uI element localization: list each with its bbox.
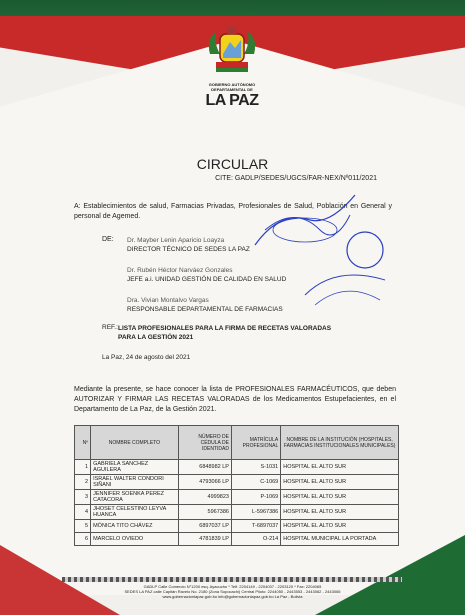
cell-ci: 4793066 LP (178, 475, 231, 490)
cell-nro: 1 (75, 460, 91, 475)
cell-nro: 6 (75, 533, 91, 546)
col-header-nro: Nº (75, 426, 91, 460)
cell-nro: 3 (75, 490, 91, 505)
sender-name: Dr. Rubén Héctor Narváez Gonzales (127, 267, 233, 274)
cell-institution: HOSPITAL EL ALTO SUR (281, 475, 399, 490)
professionals-table (74, 425, 399, 546)
cell-ci: 4999823 (178, 490, 231, 505)
coat-of-arms-icon (202, 24, 262, 76)
sender-1 (127, 236, 250, 254)
cell-ci: 4781839 LP (178, 533, 231, 546)
col-header-matricula: MATRÍCULA PROFESIONAL (231, 426, 280, 460)
cell-matricula: P-1069 (231, 490, 280, 505)
sender-role: DIRECTOR TÉCNICO DE SEDES LA PAZ (127, 246, 250, 253)
from-label: DE: (102, 236, 114, 243)
cell-name: MARCELO OVIEDO (91, 533, 179, 546)
ref-label: REF.: (102, 324, 118, 331)
cell-institution: HOSPITAL EL ALTO SUR (281, 505, 399, 520)
cell-name: JENNIFER SOENKA PEREZ CATACORA (91, 490, 179, 505)
cell-ci: 5967386 (178, 505, 231, 520)
cell-institution: HOSPITAL EL ALTO SUR (281, 460, 399, 475)
table-row (75, 475, 399, 490)
table-header-row (75, 426, 399, 460)
cell-ci: 6848982 LP (178, 460, 231, 475)
sender-name: Dra. Vivian Montalvo Vargas (127, 297, 209, 304)
body-paragraph: Mediante la presente, se hace conocer la lista de PROFESIONALES FARMACÉUTICOS, que deben AUTORIZAR Y FIRMAR LAS RECETAS VALORADAS de los Medicamentos Estupefacientes, en el Departamento de La Paz, de la Gestión 2021. (74, 386, 396, 413)
cell-matricula: S-1031 (231, 460, 280, 475)
cell-institution: HOSPITAL MUNICIPAL LA PORTADA (281, 533, 399, 546)
col-header-ci: NÚMERO DE CÉDULA DE IDENTIDAD (178, 426, 231, 460)
cell-nro: 2 (75, 475, 91, 490)
document-date: La Paz, 24 de agosto del 2021 (102, 354, 191, 361)
table-row (75, 490, 399, 505)
sender-2 (127, 266, 286, 284)
footer-line: GADLP Calle Comercio N°1200 esq. Ayacucho * Telf. 2204149 - 2204037 - 2203120 * Fax: 2204065 (143, 584, 322, 589)
ref-text: LISTA PROFESIONALES PARA LA FIRMA DE RECETAS VALORADAS PARA LA GESTIÓN 2021 (118, 325, 332, 341)
cell-matricula: L-5967386 (231, 505, 280, 520)
table-row (75, 520, 399, 533)
cell-nro: 5 (75, 520, 91, 533)
recipients: A: Establecimientos de salud, Farmacias Privadas, Profesionales de Salud, Población en General y personal de Agemed. (74, 203, 392, 220)
cell-name: ISRAEL WALTER CONDORI SIÑANI (91, 475, 179, 490)
cell-matricula: T-6897037 (231, 520, 280, 533)
cell-name: JHOSET CELESTINO LEYVA HUANCA (91, 505, 179, 520)
cell-institution: HOSPITAL EL ALTO SUR (281, 490, 399, 505)
footer-line: SEDES LA PAZ calle Capitán Ravelo No. 2180 (Zona Sopocachi) Central Piloto: 2244050 - 2443553 - 2443062 - 2443065 (124, 589, 341, 594)
col-header-name: NOMBRE COMPLETO (91, 426, 179, 460)
cell-ci: 6897037 LP (178, 520, 231, 533)
footer-line: www.gobernacionlapaz.gob.bo info@gobernacionlapaz.gob.bo La Paz - Bolivia (162, 594, 303, 599)
sender-role: JEFE a.i. UNIDAD GESTIÓN DE CALIDAD EN SALUD (127, 276, 287, 283)
table-row (75, 460, 399, 475)
col-header-institution: NOMBRE DE LA INSTITUCIÓN (HOSPITALES, FARMACIAS INSTITUCIONALES MUNICIPALES) (281, 426, 399, 460)
table-row (75, 505, 399, 520)
footer-address (110, 584, 355, 599)
cell-name: GABRIELA SANCHEZ AGUILERA (91, 460, 179, 475)
page-title: CIRCULAR (196, 156, 269, 172)
table-row (75, 533, 399, 546)
sender-role: RESPONSABLE DEPARTAMENTAL DE FARMACIAS (127, 306, 283, 313)
cell-name: MÓNICA TITO CHÁVEZ (91, 520, 179, 533)
logo-caption: GOBIERNO AUTÓNOMO DEPARTAMENTAL DE (208, 82, 256, 92)
logo-name: LA PAZ (205, 92, 259, 109)
cell-nro: 4 (75, 505, 91, 520)
sender-name: Dr. Mayber Lenin Aparicio Loayza (127, 237, 225, 244)
cell-matricula: C-1069 (231, 475, 280, 490)
cell-matricula: O-214 (231, 533, 280, 546)
sender-3 (127, 296, 283, 314)
cite-number: CITE: GADLP/SEDES/UGCS/FAR-NEX/Nº011/2021 (215, 175, 377, 182)
cell-institution: HOSPITAL EL ALTO SUR (281, 520, 399, 533)
footer-divider (62, 577, 402, 582)
